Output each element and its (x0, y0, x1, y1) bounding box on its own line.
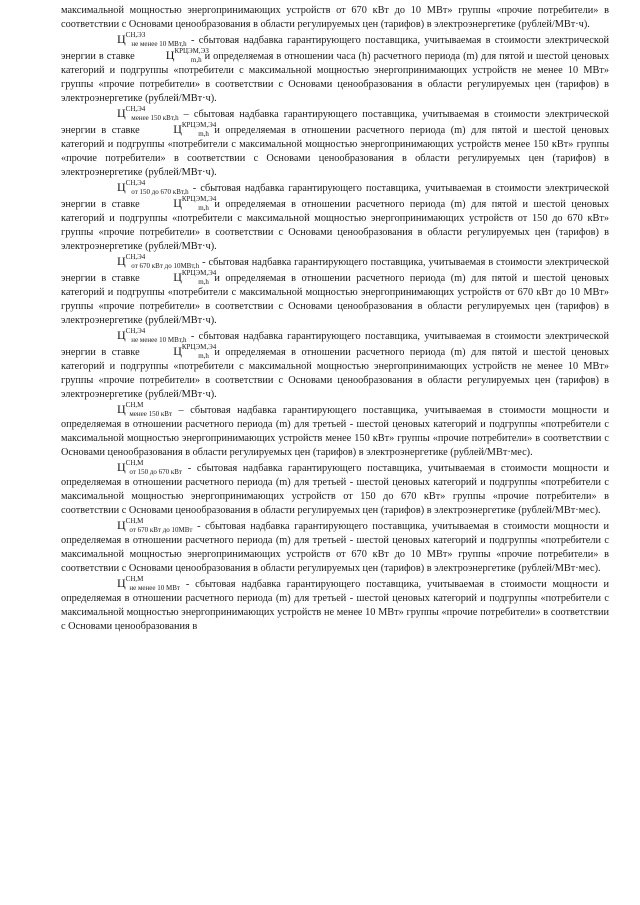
definition-paragraph: $Ц^{СН,М}_{не менее 10 МВт}$ - сбытовая надбавка гарантирующего поставщика, учитываемая в стоимости мощности и определяемая в отношении расчетного периода (m) для третьей - шестой ценовых категорий и подгруппы «потребители с максимальной мощностью энергопринимающих устройств не менее 10 МВт» группы «прочие потребители» в соответствии с Основами ценообразования в (61, 575, 609, 632)
definition-paragraph: $Ц^{СН,М}_{от 670 кВт до 10МВт}$ - сбытовая надбавка гарантирующего поставщика, учитываемая в стоимости мощности и определяемая в отношении расчетного периода (m) для третьей - шестой ценовых категорий и подгруппы «потребители с максимальной мощностью энергопринимающих устройств от 670 кВт до 10 МВт» группы «прочие потребители» в соответствии с Основами ценообразования в области регулируемых цен (тарифов) в электроэнергетике (рублей/МВт·мес). (61, 517, 609, 574)
symbol-term: $Ц^{СН,М}_{от 150 до 670 кВт}$ (117, 459, 183, 476)
definition-paragraph: $Ц^{СН,Э4}_{не менее 10 МВт,h}$ - сбытовая надбавка гарантирующего поставщика, учитываемая в стоимости электрической энергии в ставке $Ц^{КРЦЭМ,Э4}_{m,h}$ и определяемая в отношении расчетного периода (m) для пятой и шестой ценовых категорий и подгруппы «потребители с максимальной мощностью энергопринимающих устройств не менее 10 МВт» группы «прочие потребители» в соответствии с Основами ценообразования в области регулируемых цен (тарифов) в электроэнергетике (рублей/МВт·ч). (61, 327, 610, 400)
symbol-reference: $Ц^{КРЦЭМ,Э4}_{m,h}$ (173, 195, 217, 212)
symbol-term: $Ц^{СН,М}_{не менее 10 МВт}$ (117, 575, 180, 592)
definition-paragraph: $Ц^{СН,ЭЗ}_{не менее 10 МВт,h}$ - сбытовая надбавка гарантирующего поставщика, учитываемая в стоимости электрической энергии в ставке $Ц^{КРЦЭМ,ЭЗ}_{m,h}$ и определяемая в отношении часа (h) расчетного периода (m) для пятой и шестой ценовых категорий и подгруппы «потребители с максимальной мощностью энергопринимающих устройств не менее 10 МВт» группы «прочие потребители» в соответствии с Основами ценообразования в области регулируемых цен (тарифов) в электроэнергетике (рублей/МВт·ч). (61, 31, 609, 104)
symbol-reference: $Ц^{КРЦЭМ,ЭЗ}_{m,h}$ (165, 47, 209, 64)
symbol-reference: $Ц^{КРЦЭМ,Э4}_{m,h}$ (173, 343, 217, 360)
symbol-term: $Ц^{СН,Э4}_{от 670 кВт до 10МВт,h}$ (117, 253, 200, 270)
symbol-term: $Ц^{СН,Э4}_{не менее 10 МВт,h}$ (117, 327, 187, 344)
intro-paragraph: максимальной мощностью энергопринимающих устройств от 670 кВт до 10 МВт» группы «прочие потребители» в соответствии с Основами ценообразования в области регулируемых цен (тарифов) в электроэнергетике (рублей/МВт·ч). (61, 5, 609, 30)
definition-paragraph: $Ц^{СН,Э4}_{менее 150 кВт,h}$ – сбытовая надбавка гарантирующего поставщика, учитываемая в стоимости электрической энергии в ставке $Ц^{КРЦЭМ,Э4}_{m,h}$ и определяемая в отношении расчетного периода (m) для пятой и шестой ценовых категорий и подгруппы «потребители с максимальной мощностью энергопринимающих устройств менее 150 кВт» группы «прочие потребители» в соответствии с Основами ценообразования в области регулируемых цен (тарифов) в электроэнергетике (рублей/МВт·ч). (61, 105, 610, 178)
definition-paragraph: $Ц^{СН,Э4}_{от 150 до 670 кВт,h}$ - сбытовая надбавка гарантирующего поставщика, учитываемая в стоимости электрической энергии в ставке $Ц^{КРЦЭМ,Э4}_{m,h}$ и определяемая в отношении расчетного периода (m) для пятой и шестой ценовых категорий и подгруппы «потребители с максимальной мощностью энергопринимающих устройств от 150 до 670 кВт» группы «прочие потребители» в соответствии с Основами ценообразования в области регулируемых цен (тарифов) в электроэнергетике (рублей/МВт·ч). (61, 179, 610, 252)
symbol-term: $Ц^{СН,М}_{менее 150 кВт}$ (117, 401, 173, 418)
symbol-term: $Ц^{СН,ЭЗ}_{не менее 10 МВт,h}$ (117, 31, 187, 48)
definition-paragraph: $Ц^{СН,М}_{от 150 до 670 кВт}$ - сбытовая надбавка гарантирующего поставщика, учитываемая в стоимости мощности и определяемая в отношении расчетного периода (m) для третьей - шестой ценовых категорий и подгруппы «потребители с максимальной мощностью энергопринимающих устройств от 150 до 670 кВт» группы «прочие потребители» в соответствии с Основами ценообразования в области регулируемых цен (тарифов) в электроэнергетике (рублей/МВт·мес). (61, 459, 609, 516)
symbol-reference: $Ц^{КРЦЭМ,Э4}_{m,h}$ (173, 269, 217, 286)
symbol-term: $Ц^{СН,М}_{от 670 кВт до 10МВт}$ (117, 517, 193, 534)
definition-paragraph: $Ц^{СН,М}_{менее 150 кВт}$ – сбытовая надбавка гарантирующего поставщика, учитываемая в стоимости мощности и определяемая в отношении расчетного периода (m) для третьей - шестой ценовых категорий и подгруппы «потребители с максимальной мощностью энергопринимающих устройств менее 150 кВт» группы «прочие потребители» в соответствии с Основами ценообразования в области регулируемых цен (тарифов) в электроэнергетике (рублей/МВт·мес). (61, 401, 609, 458)
symbol-reference: $Ц^{КРЦЭМ,Э4}_{m,h}$ (173, 121, 217, 138)
symbol-term: $Ц^{СН,Э4}_{от 150 до 670 кВт,h}$ (117, 179, 189, 196)
definition-paragraph: $Ц^{СН,Э4}_{от 670 кВт до 10МВт,h}$ - сбытовая надбавка гарантирующего поставщика, учитываемая в стоимости электрической энергии в ставке $Ц^{КРЦЭМ,Э4}_{m,h}$ и определяемая в отношении расчетного периода (m) для пятой и шестой ценовых категорий и подгруппы «потребители с максимальной мощностью энергопринимающих устройств от 670 кВт до 10 МВт» группы «прочие потребители» в соответствии с Основами ценообразования в области регулируемых цен (тарифов) в электроэнергетике (рублей/МВт·ч). (61, 253, 610, 326)
symbol-term: $Ц^{СН,Э4}_{менее 150 кВт,h}$ (117, 105, 179, 122)
